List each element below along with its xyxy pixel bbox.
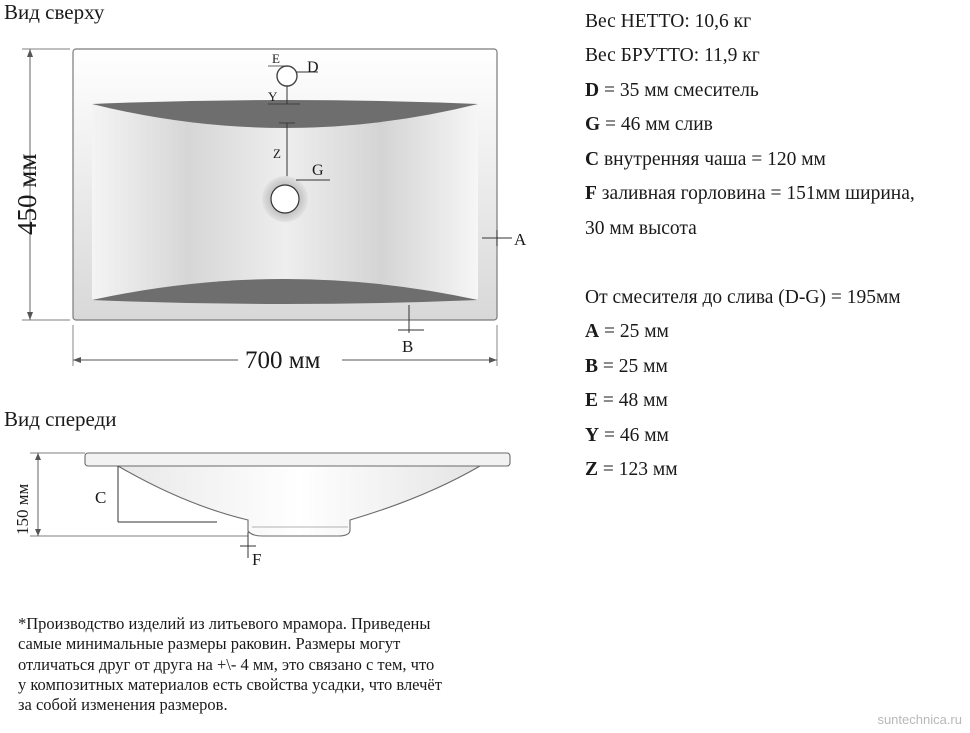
top-view — [12, 49, 527, 374]
spec-f-height: 30 мм высота — [585, 218, 697, 239]
front-height-dimension: 150 мм — [13, 483, 32, 535]
dim-b: B = 25 мм — [585, 356, 668, 377]
dim-a: A = 25 мм — [585, 321, 669, 342]
gross-weight: Вес БРУТТО: 11,9 кг — [585, 45, 760, 66]
front-bowl — [118, 466, 480, 536]
dim-z: Z = 123 мм — [585, 459, 678, 480]
note-line: *Производство изделий из литьевого мрамора. Приведены — [18, 614, 431, 633]
label-b: B — [402, 337, 414, 356]
label-f: F — [252, 550, 262, 569]
dim-y: Y = 46 мм — [585, 425, 669, 446]
faucet-hole — [277, 66, 297, 86]
note-line: у композитных материалов есть свойства усадки, что влечёт — [18, 674, 442, 694]
front-view-title: Вид спереди — [4, 407, 117, 431]
spec-f: F заливная горловина = 151мм ширина, — [585, 183, 915, 204]
label-z: Z — [273, 146, 281, 161]
note-line: отличаться друг от друга на +\- 4 мм, это связано с тем, что — [18, 654, 435, 674]
label-y: Y — [268, 89, 278, 104]
label-g: G — [312, 162, 324, 179]
top-view-title: Вид сверху — [4, 0, 105, 24]
front-view — [13, 453, 510, 569]
drain-hole — [271, 185, 299, 213]
watermark: suntechnica.ru — [877, 712, 962, 727]
label-d: D — [307, 59, 319, 76]
label-e: E — [272, 51, 280, 66]
manufacturing-note — [18, 614, 538, 715]
faucet-drain-distance: От смесителя до слива (D-G) = 195мм — [585, 287, 901, 308]
sink-drawing — [0, 0, 580, 600]
dim-e: E = 48 мм — [585, 390, 668, 411]
front-rim — [85, 453, 510, 466]
height-dimension: 450 мм — [12, 153, 42, 235]
spec-d: D = 35 мм смеситель — [585, 80, 759, 101]
label-a: A — [514, 230, 527, 249]
label-c: C — [95, 488, 107, 507]
spec-c: C внутренняя чаша = 120 мм — [585, 149, 826, 170]
spec-g: G = 46 мм слив — [585, 114, 713, 135]
net-weight: Вес НЕТТО: 10,6 кг — [585, 11, 752, 32]
note-line: за собой изменения размеров. — [18, 695, 228, 715]
width-dimension: 700 мм — [245, 347, 321, 374]
note-line: самые минимальные размеры раковин. Размеры могут — [18, 634, 401, 654]
